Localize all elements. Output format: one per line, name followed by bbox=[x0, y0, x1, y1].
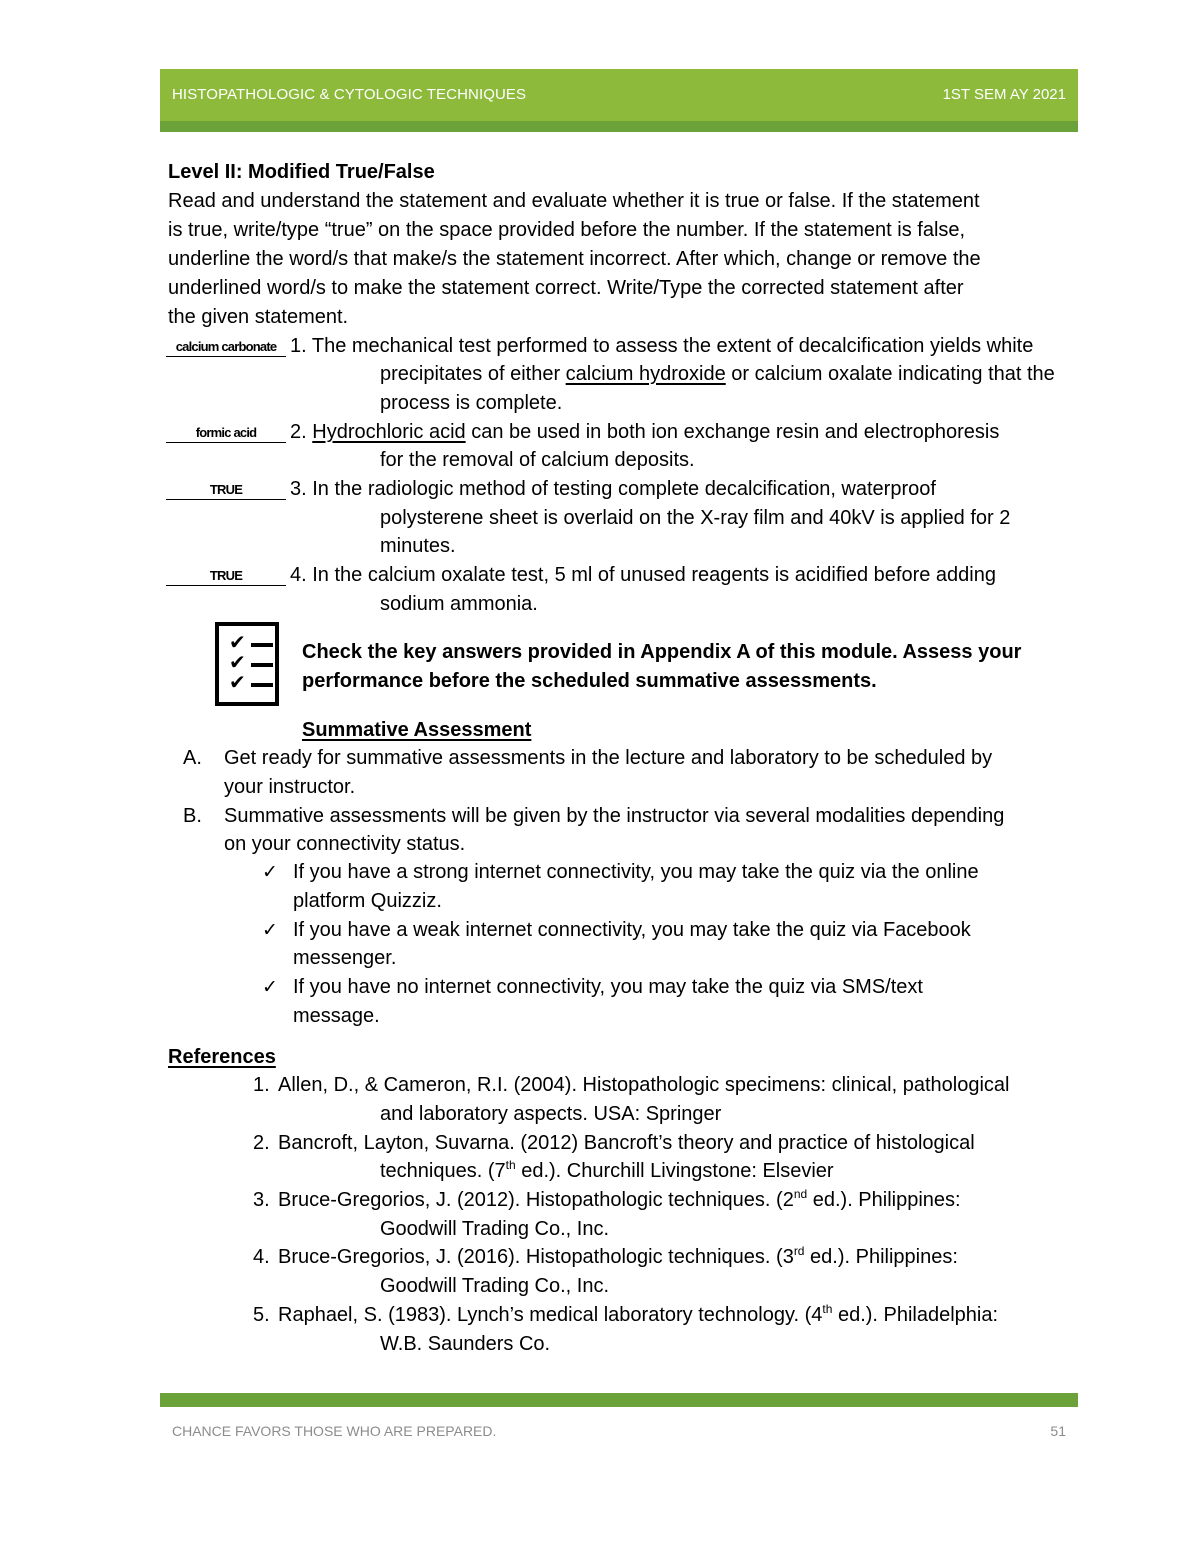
answer-blank-3[interactable]: TRUE bbox=[166, 481, 286, 500]
bullet-line: If you have a weak internet connectivity, you may take the quiz via Facebook bbox=[293, 919, 971, 941]
item-1-line: process is complete. bbox=[380, 392, 563, 414]
underlined-term: calcium hydroxide bbox=[565, 363, 726, 385]
page-number: 51 bbox=[1050, 1423, 1066, 1439]
bullet-line: If you have a strong internet connectivity, you may take the quiz via the online bbox=[293, 861, 979, 883]
summative-a-line: Get ready for summative assessments in the lecture and laboratory to be scheduled by bbox=[224, 747, 993, 769]
reference-number: 2. bbox=[253, 1132, 270, 1154]
page-header bbox=[160, 69, 1078, 121]
footer-motto: CHANCE FAVORS THOSE WHO ARE PREPARED. bbox=[172, 1423, 497, 1439]
item-3-line: minutes. bbox=[380, 535, 456, 557]
instruction-line: underlined word/s to make the statement correct. Write/Type the corrected statement after bbox=[168, 277, 964, 299]
underlined-term: Hydrochloric acid bbox=[312, 421, 466, 443]
item-4-line: sodium ammonia. bbox=[380, 593, 538, 615]
reference-line: Bruce-Gregorios, J. (2016). Histopathologic techniques. (3rd ed.). Philippines: bbox=[278, 1244, 958, 1268]
reference-line: Bancroft, Layton, Suvarna. (2012) Bancroft’s theory and practice of histological bbox=[278, 1132, 975, 1154]
reference-number: 1. bbox=[253, 1074, 270, 1096]
checklist-icon: ✔ ✔ ✔ bbox=[215, 622, 279, 706]
reference-line: and laboratory aspects. USA: Springer bbox=[380, 1103, 722, 1125]
bullet-line: messenger. bbox=[293, 947, 397, 969]
summative-b-line: on your connectivity status. bbox=[224, 833, 466, 855]
answer-blank-4[interactable]: TRUE bbox=[166, 567, 286, 586]
item-1-line: 1. The mechanical test performed to assess the extent of decalcification yields white bbox=[290, 335, 1034, 357]
bullet-line: message. bbox=[293, 1005, 380, 1027]
check-note-line: Check the key answers provided in Appendix A of this module. Assess your bbox=[302, 641, 1022, 663]
checkmark-bullet-icon: ✓ bbox=[262, 861, 278, 883]
check-note-line: performance before the scheduled summative assessments. bbox=[302, 670, 877, 692]
list-marker-a: A. bbox=[183, 747, 202, 769]
item-2-line: for the removal of calcium deposits. bbox=[380, 449, 695, 471]
instruction-line: Read and understand the statement and evaluate whether it is true or false. If the statement bbox=[168, 190, 980, 212]
bullet-line: If you have no internet connectivity, you may take the quiz via SMS/text bbox=[293, 976, 923, 998]
level-heading: Level II: Modified True/False bbox=[168, 161, 435, 183]
reference-line: Raphael, S. (1983). Lynch’s medical laboratory technology. (4th ed.). Philadelphia: bbox=[278, 1302, 999, 1326]
checkmark-bullet-icon: ✓ bbox=[262, 976, 278, 998]
bullet-line: platform Quizziz. bbox=[293, 890, 442, 912]
answer-blank-2[interactable]: formic acid bbox=[166, 424, 286, 443]
item-1-line: precipitates of either calcium hydroxide or calcium oxalate indicating that the bbox=[380, 363, 1055, 385]
reference-number: 3. bbox=[253, 1189, 270, 1211]
reference-number: 5. bbox=[253, 1304, 270, 1326]
course-title: HISTOPATHOLOGIC & CYTOLOGIC TECHNIQUES bbox=[172, 86, 527, 103]
item-2-line: 2. Hydrochloric acid can be used in both ion exchange resin and electrophoresis bbox=[290, 421, 1000, 443]
list-marker-b: B. bbox=[183, 805, 202, 827]
reference-line: Goodwill Trading Co., Inc. bbox=[380, 1218, 609, 1240]
instruction-line: underline the word/s that make/s the statement incorrect. After which, change or remove the bbox=[168, 248, 981, 270]
summative-b-line: Summative assessments will be given by the instructor via several modalities depending bbox=[224, 805, 1005, 827]
header-strip bbox=[160, 121, 1078, 132]
summative-a-line: your instructor. bbox=[224, 776, 356, 798]
checkmark-bullet-icon: ✓ bbox=[262, 919, 278, 941]
item-3-line: polysterene sheet is overlaid on the X-ray film and 40kV is applied for 2 bbox=[380, 507, 1011, 529]
reference-line: Allen, D., & Cameron, R.I. (2004). Histopathologic specimens: clinical, pathological bbox=[278, 1074, 1010, 1096]
item-3-line: 3. In the radiologic method of testing complete decalcification, waterproof bbox=[290, 478, 936, 500]
instruction-line: the given statement. bbox=[168, 306, 349, 328]
reference-line: Bruce-Gregorios, J. (2012). Histopathologic techniques. (2nd ed.). Philippines: bbox=[278, 1187, 961, 1211]
summative-title: Summative Assessment bbox=[302, 719, 532, 741]
semester-label: 1ST SEM AY 2021 bbox=[942, 86, 1066, 103]
reference-line: W.B. Saunders Co. bbox=[380, 1333, 551, 1355]
reference-number: 4. bbox=[253, 1246, 270, 1268]
instruction-line: is true, write/type “true” on the space provided before the number. If the statement is false, bbox=[168, 219, 966, 241]
reference-line: Goodwill Trading Co., Inc. bbox=[380, 1275, 609, 1297]
references-title: References bbox=[168, 1046, 276, 1068]
footer-bar bbox=[160, 1393, 1078, 1407]
answer-blank-1[interactable]: calcium carbonate bbox=[166, 338, 286, 357]
item-4-line: 4. In the calcium oxalate test, 5 ml of unused reagents is acidified before adding bbox=[290, 564, 996, 586]
reference-line: techniques. (7th ed.). Churchill Livingstone: Elsevier bbox=[380, 1158, 834, 1182]
